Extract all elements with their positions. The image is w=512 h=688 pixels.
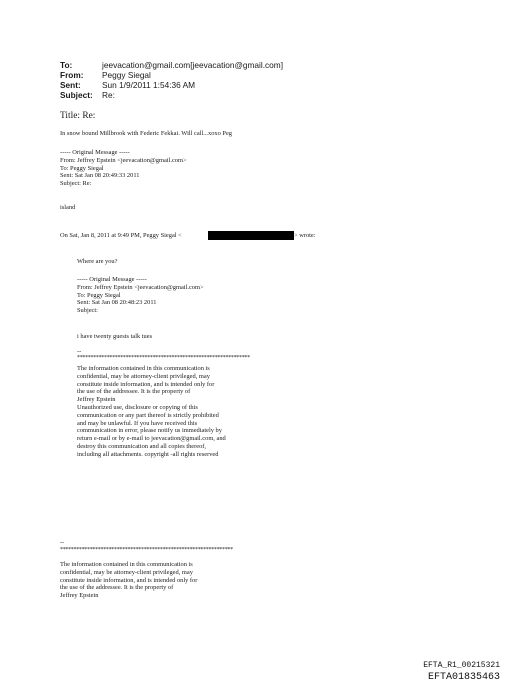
orig2-subject: Subject: xyxy=(77,307,98,315)
guests-text: i have twenty guests talk tues xyxy=(77,333,153,340)
disclaimer-2 xyxy=(60,561,197,600)
orig1-subject: Subject: Re: xyxy=(60,180,92,188)
from-label: From: xyxy=(60,70,84,80)
orig2-to: To: Peggy Siegal xyxy=(77,291,121,299)
subject-label: Subject: xyxy=(60,90,93,100)
original-message-2 xyxy=(77,276,204,315)
wrote-suffix: > wrote: xyxy=(294,232,316,239)
from-row xyxy=(60,70,283,80)
disclaimer-1 xyxy=(77,365,226,459)
disclaimer-1-line: including all attachments. copyright -all rights reserved xyxy=(77,450,219,458)
disclaimer-1-line: return e-mail or by e-mail to jeevacation@gmail.com, and xyxy=(77,435,226,443)
subject-value: Re: xyxy=(102,90,115,100)
subject-row xyxy=(60,90,283,100)
disclaimer-2-line: the use of the addressee. It is the property of xyxy=(60,584,174,592)
sent-row xyxy=(60,80,283,90)
disclaimer-1-line: The information contained in this communication is xyxy=(77,365,210,372)
orig1-sent: Sent: Sat Jan 08 20:49:33 2011 xyxy=(60,172,140,180)
disclaimer-2-line: Jeffrey Epstein xyxy=(60,592,99,600)
email-header xyxy=(60,60,283,100)
to-label: To: xyxy=(60,60,73,70)
sent-label: Sent: xyxy=(60,80,81,90)
where-text: Where are you? xyxy=(77,258,118,265)
disclaimer-1-line: Jeffrey Epstein xyxy=(77,396,116,404)
disclaimer-2-line: confidential, may be attorney-client privileged, may xyxy=(60,568,193,576)
disclaimer-1-line: and may be unlawful. If you have received this xyxy=(77,419,198,427)
stars-line-2: **************************************************************** xyxy=(60,547,233,553)
wrote-prefix: On Sat, Jan 8, 2011 at 9:49 PM, Peggy Siegal < xyxy=(60,232,182,239)
sent-value: Sun 1/9/2011 1:54:36 AM xyxy=(102,80,196,90)
reply-line: In snow bound Millbrook with Federic Fekkai. Will call...xoxo Peg xyxy=(60,130,232,137)
island-text: island xyxy=(60,204,76,211)
original-message-1 xyxy=(60,149,187,188)
message-title: Title: Re: xyxy=(60,111,96,121)
bates-number: EFTA01835463 xyxy=(427,672,500,683)
stars-line-1: **************************************************************** xyxy=(77,355,250,361)
disclaimer-1-line: confidential, may be attorney-client privileged, may xyxy=(77,372,210,380)
redaction-box xyxy=(208,231,294,240)
orig2-dashes: ----- Original Message ----- xyxy=(77,276,147,283)
orig1-to: To: Peggy Siegal xyxy=(60,164,104,172)
from-value: Peggy Siegal xyxy=(102,70,151,80)
to-value: jeevacation@gmail.com[jeevacation@gmail.com] xyxy=(102,60,284,70)
sig-dash-1: -- xyxy=(77,348,82,355)
orig1-dashes: ----- Original Message ----- xyxy=(60,149,130,156)
disclaimer-1-line: communication or any part thereof is strictly prohibited xyxy=(77,411,219,419)
orig2-from: From: Jeffrey Epstein <jeevacation@gmail.com> xyxy=(77,283,204,291)
bates-number-r1: EFTA_R1_00215321 xyxy=(423,661,500,670)
orig1-from: From: Jeffrey Epstein <jeevacation@gmail.com> xyxy=(60,156,187,164)
disclaimer-1-line: constitute inside information, and is intended only for xyxy=(77,380,215,388)
disclaimer-2-line: The information contained in this communication is xyxy=(60,561,193,568)
disclaimer-1-line: communication in error, please notify us immediately by xyxy=(77,427,222,435)
to-row xyxy=(60,60,283,70)
disclaimer-1-line: Unauthorized use, disclosure or copying of this xyxy=(77,403,198,411)
disclaimer-1-line: the use of the addressee. It is the property of xyxy=(77,388,191,396)
disclaimer-1-line: destroy this communication and all copies thereof, xyxy=(77,442,207,450)
disclaimer-2-line: constitute inside information, and is intended only for xyxy=(60,576,198,584)
sig-dash-2: -- xyxy=(60,539,65,546)
orig2-sent: Sent: Sat Jan 08 20:48:23 2011 xyxy=(77,299,157,307)
